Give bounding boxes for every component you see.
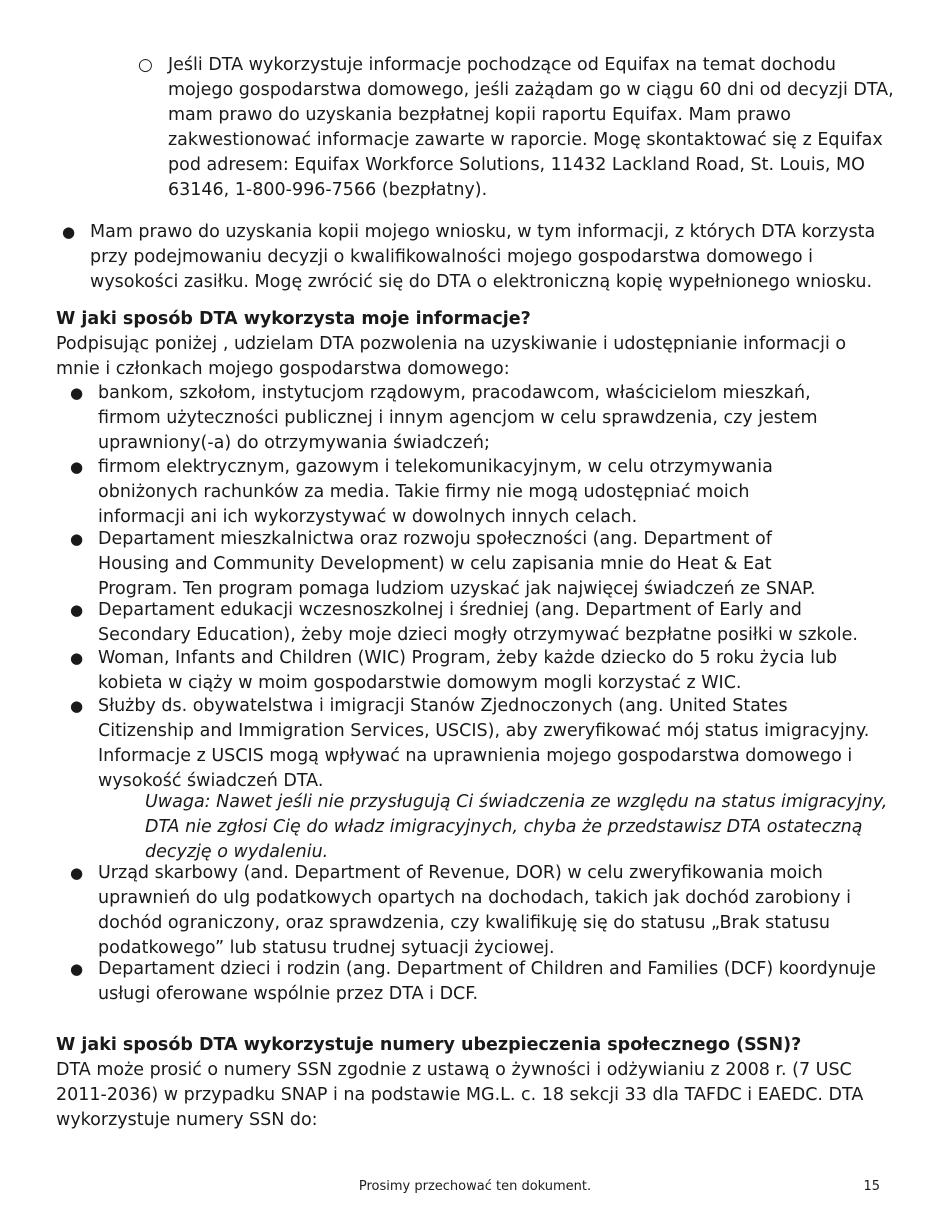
bullet-icon: ● [70, 864, 84, 882]
bullet-icon: ● [70, 649, 84, 667]
bullet-icon: ● [70, 384, 84, 402]
list-item [70, 455, 820, 530]
list-item [70, 957, 900, 1007]
bullet-icon: ● [70, 601, 84, 619]
list-item-text: firmom elektrycznym, gazowym i telekomunikacyjnym, w celu otrzymywania obniżonych rachunków za media. Takie firmy nie mogą udostępniać moich informacji ani ich wykorzystywać w dowolnych innych celach. [98, 457, 773, 527]
list-item-text: bankom, szkołom, instytucjom rządowym, pracodawcom, właścicielom mieszkań, firmom użyteczności publicznej i innym agencjom w celu sprawdzenia, czy jestem uprawniony(-a) do otrzymywania świadczeń; [98, 383, 818, 453]
equifax-subitem-text: Jeśli DTA wykorzystuje informacje pochodzące od Equifax na temat dochodu mojego gospodarstwa domowego, jeśli zażądam go w ciągu 60 dni od decyzji DTA, mam prawo do uzyskania bezpłatnej kopii raportu Equifax. Mam prawo zakwestionować informacje zawarte w raporcie. Mogę skontaktować się z Equifax pod adresem: Equifax Workforce Solutions, 11432 Lackland Road, St. Louis, MO 63146, 1-800-996-7566 (bezpłatny). [168, 55, 894, 200]
bullet-icon: ● [70, 530, 84, 548]
footer-note: Prosimy przechować ten dokument. [358, 1179, 592, 1194]
list-item [70, 598, 900, 648]
list-item [70, 527, 830, 602]
equifax-subitem [138, 53, 898, 203]
list-item-text: Departament mieszkalnictwa oraz rozwoju społeczności (ang. Department of Housing and Community Development) w celu zapisania mnie do Heat & Eat Program. Ten program pomaga ludziom uzyskać jak najwięcej świadczeń ze SNAP. [98, 529, 816, 599]
ssn-paragraph: DTA może prosić o numery SSN zgodnie z ustawą o żywności i odżywianiu z 2008 r. (7 USC 2011-2036) w przypadku SNAP i na podstawie MG.L. c. 18 sekcji 33 dla TAFDC i EAEDC. DTA wykorzystuje numery SSN do: [56, 1060, 864, 1130]
section-heading-ssn: W jaki sposób DTA wykorzystuje numery ubezpieczenia społecznego (SSN)? [56, 1035, 802, 1055]
list-item [70, 861, 870, 961]
page-number: 15 [863, 1179, 880, 1194]
list-item [62, 220, 892, 295]
list-item-text: Woman, Infants and Children (WIC) Program, żeby każde dziecko do 5 roku życia lub kobieta w ciąży w moim gospodarstwie domowym mogli korzystać z WIC. [98, 648, 838, 693]
list-item-text: Departament dzieci i rodzin (ang. Department of Children and Families (DCF) koordynuje usługi oferowane wspólnie przez DTA i DCF. [98, 959, 876, 1004]
list-item [70, 646, 860, 696]
section-intro: Podpisując poniżej , udzielam DTA pozwolenia na uzyskiwanie i udostępnianie informacji o mnie i członkach mojego gospodarstwa domowego: [56, 334, 847, 379]
bullet-icon: ● [62, 223, 76, 241]
circle-bullet-icon: ○ [138, 55, 153, 75]
bullet-icon: ● [70, 458, 84, 476]
list-item [70, 694, 880, 794]
list-item [70, 381, 820, 456]
list-item-text: Urząd skarbowy (and. Department of Revenue, DOR) w celu zweryfikowania moich uprawnień do ulg podatkowych opartych na dochodach, takich jak dochód zarobiony i dochód ograniczony, oraz sprawdzenia, czy kwalifikuję się do statusu „Brak statusu podatkowego” lub statusu trudnej sytuacji życiowej. [98, 863, 852, 958]
bullet-icon: ● [70, 960, 84, 978]
immigration-note: Uwaga: Nawet jeśli nie przysługują Ci świadczenia ze względu na status imigracyjny, DTA nie zgłosi Cię do władz imigracyjnych, chyba że przedstawisz DTA ostateczną decyzję o wydaleniu. [145, 792, 888, 862]
bullet-icon: ● [70, 697, 84, 715]
copy-right-text: Mam prawo do uzyskania kopii mojego wniosku, w tym informacji, z których DTA korzysta przy podejmowaniu decyzji o kwalifikowalności mojego gospodarstwa domowego i wysokości zasiłku. Mogę zwrócić się do DTA o elektroniczną kopię wypełnionego wniosku. [90, 222, 876, 292]
list-item-text: Służby ds. obywatelstwa i imigracji Stanów Zjednoczonych (ang. United States Citizenship and Immigration Services, USCIS), aby zweryfikować mój status imigracyjny. Informacje z USCIS mogą wpływać na uprawnienia mojego gospodarstwa domowego i wysokość świadczeń DTA. [98, 696, 870, 791]
section-heading-information-use: W jaki sposób DTA wykorzysta moje informacje? [56, 309, 531, 329]
list-item-text: Departament edukacji wczesnoszkolnej i średniej (ang. Department of Early and Secondary Education), żeby moje dzieci mogły otrzymywać bezpłatne posiłki w szkole. [98, 600, 858, 645]
